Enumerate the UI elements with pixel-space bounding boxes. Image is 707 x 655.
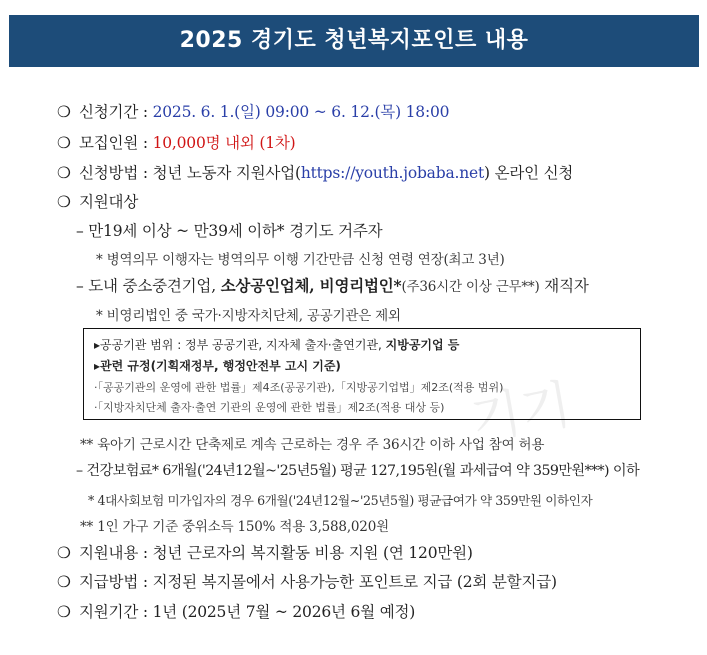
scope-prefix: ▸공공기관 범위 : 정부 공공기관, 지자체 출자·출연기관, xyxy=(94,338,386,352)
insurance-note: * 4대사회보험 미가입자의 경우 6개월('24년12월~'25년5월) 평균급여가 약 359만원 이하인자 xyxy=(88,493,593,508)
circle-bullet-icon: ❍ xyxy=(57,164,71,182)
box-row-scope xyxy=(94,336,459,353)
period-value: 2025. 6. 1.(일) 09:00 ~ 6. 12.(목) 18:00 xyxy=(152,103,450,121)
circle-bullet-icon: ❍ xyxy=(57,193,71,211)
row-recruitment xyxy=(57,131,296,153)
target-label: 지원대상 xyxy=(79,193,139,211)
row-application-method xyxy=(57,161,573,183)
insurance-requirement: – 건강보험료* 6개월('24년12월~'25년5월) 평균 127,195원(월 과세급여 약 359만원***) 이하 xyxy=(76,463,640,479)
age-requirement: – 만19세 이상 ~ 만39세 이하* 경기도 거주자 xyxy=(76,222,383,240)
age-note: * 병역의무 이행자는 병역의무 이행 기간만큼 신청 연령 연장(최고 3년) xyxy=(96,252,505,268)
method-suffix: ) 온라인 신청 xyxy=(484,164,574,182)
row-application-period xyxy=(57,100,449,122)
box-row-law-1: ·「공공기관의 운영에 관한 법률」제4조(공공기관),「지방공기업법」제2조(적용 범위) xyxy=(94,381,504,394)
row-support-content xyxy=(57,541,473,563)
employment-requirement xyxy=(76,274,589,296)
recruit-value: 10,000명 내외 (1차) xyxy=(152,134,296,152)
method-url-link[interactable]: https://youth.jobaba.net xyxy=(300,164,484,182)
row-payment-method xyxy=(57,570,557,592)
public-agency-scope-box xyxy=(83,328,641,420)
circle-bullet-icon: ❍ xyxy=(57,573,71,591)
income-note: ** 1인 가구 기준 중위소득 150% 적용 3,588,020원 xyxy=(80,519,389,535)
watermark: 기기 xyxy=(466,374,576,452)
circle-bullet-icon: ❍ xyxy=(57,103,71,121)
row-support-period xyxy=(57,600,415,622)
row-eligibility xyxy=(57,190,138,212)
scope-bold: 지방공기업 등 xyxy=(385,338,460,352)
recruit-label: 모집인원 : xyxy=(79,134,153,152)
employment-note: * 비영리법인 중 국가·지방자치단체, 공공기관은 제외 xyxy=(96,308,401,324)
box-row-regulation: ▸관련 규정(기획재정부, 행정안전부 고시 기준) xyxy=(94,359,341,373)
employ-bold: 소상공인업체, 비영리법인* xyxy=(220,276,402,295)
circle-bullet-icon: ❍ xyxy=(57,603,71,621)
method-label: 신청방법 : 청년 노동자 지원사업( xyxy=(79,164,301,182)
box-row-law-2: ·「지방자치단체 출자·출연 기관의 운영에 관한 법률」제2조(적용 대상 등) xyxy=(94,401,445,414)
employ-small: (주36시간 이상 근무**) xyxy=(401,279,540,295)
circle-bullet-icon: ❍ xyxy=(57,134,71,152)
pay-text: 지급방법 : 지정된 복지몰에서 사용가능한 포인트로 지급 (2회 분할지급) xyxy=(79,573,557,591)
circle-bullet-icon: ❍ xyxy=(57,544,71,562)
duration-text: 지원기간 : 1년 (2025년 7월 ~ 2026년 6월 예정) xyxy=(79,603,416,621)
page-title: 2025 경기도 청년복지포인트 내용 xyxy=(9,15,699,67)
childcare-note: ** 육아기 근로시간 단축제로 계속 근로하는 경우 주 36시간 이하 사업 참여 허용 xyxy=(80,437,545,453)
employ-suffix: 재직자 xyxy=(539,277,589,295)
period-label: 신청기간 : xyxy=(79,103,153,121)
employ-prefix: – 도내 중소중견기업, xyxy=(76,277,221,295)
content-text: 지원내용 : 청년 근로자의 복지활동 비용 지원 (연 120만원) xyxy=(79,544,473,562)
